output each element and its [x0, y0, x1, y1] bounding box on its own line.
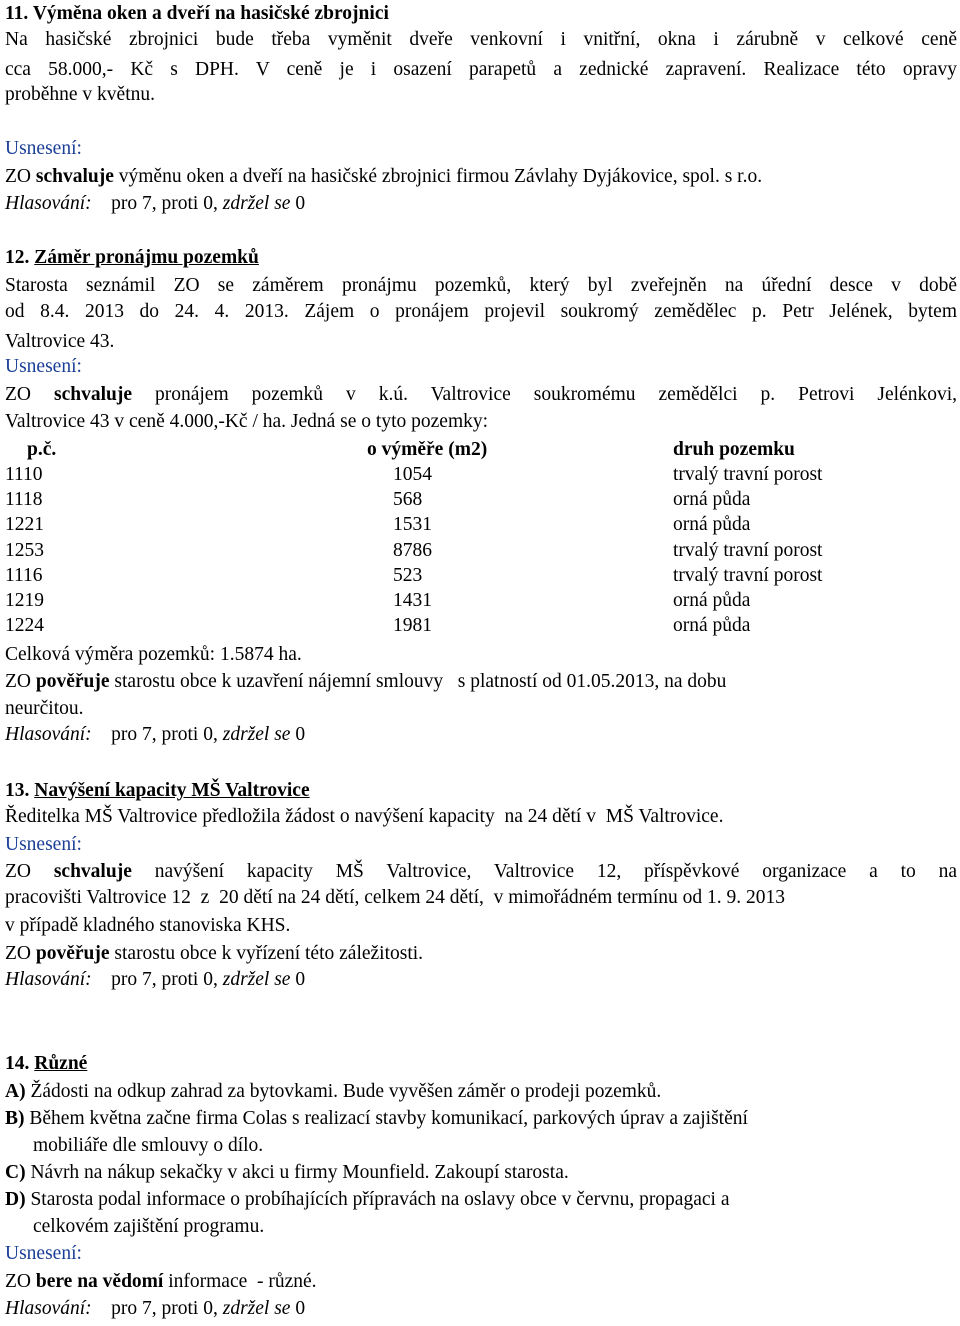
section-11-text-line-1: Na hasičské zbrojnici bude třeba vyměnit dveře venkovní i vnitřní, okna i zárubně v celkové ceně [5, 29, 957, 50]
section-13-resolution-line-1 [5, 860, 957, 884]
cell-land-type: orná půda [673, 590, 751, 611]
section-14-number: 14. [5, 1053, 30, 1074]
section-11-resolution-text: výměnu oken a dveří na hasičské zbrojnici firmou Závlahy Dyjákovice, spol. s r.o. [118, 166, 763, 187]
schvaluje-verb: schvaluje [53, 861, 132, 882]
cell-parcel-number: 1118 [5, 489, 43, 511]
section-11-text-line-2: cca 58.000,- Kč s DPH. V ceně je i osazení parapetů a zednické zapravení. Realizace této opravy [5, 59, 957, 80]
item-c-label: C) [5, 1162, 26, 1183]
cell-land-type: orná půda [673, 615, 751, 637]
header-land-type: druh pozemku [673, 439, 795, 460]
section-12-title: Záměr pronájmu pozemků [34, 247, 259, 268]
section-11-usneseni-label: Usnesení: [5, 138, 82, 159]
cell-area: 1531 [393, 514, 432, 536]
item-a-label: A) [5, 1081, 26, 1102]
section-13-number: 13. [5, 780, 30, 801]
cell-land-type: trvalý travní porost [673, 539, 823, 561]
schvaluje-verb: schvaluje [35, 166, 114, 187]
cell-land-type: orná půda [673, 489, 751, 511]
section-13-voting [5, 968, 305, 992]
voting-for-against: pro 7, proti 0, [111, 724, 218, 745]
zo-label: ZO [5, 861, 31, 882]
item-b-label: B) [5, 1108, 25, 1129]
section-13-text: Ředitelka MŠ Valtrovice předložila žádost o navýšení kapacity na 24 dětí v MŠ Valtrovice. [5, 806, 724, 827]
section-11-heading [5, 2, 389, 26]
section-12-number: 12. [5, 247, 30, 268]
cell-land-type: trvalý travní porost [673, 564, 823, 586]
header-area: o výměře (m2) [367, 439, 488, 460]
cell-land-type: trvalý travní porost [673, 464, 823, 485]
section-11-title: 11. Výměna oken a dveří na hasičské zbrojnici [5, 3, 389, 24]
section-12-text-line-1: Starosta seznámil ZO se záměrem pronájmu pozemků, který byl zveřejněn na úřední desce v době [5, 275, 957, 296]
section-11-resolution [5, 165, 762, 189]
section-12-heading [5, 246, 259, 270]
section-12-mandate-line-2: neurčitou. [5, 698, 84, 719]
voting-for-against: pro 7, proti 0, [111, 193, 218, 214]
section-14-voting [5, 1297, 305, 1321]
section-13-usneseni-label: Usnesení: [5, 834, 82, 855]
voting-abstained-count: 0 [295, 193, 306, 214]
item-c [5, 1161, 569, 1185]
section-12-text-line-3: Valtrovice 43. [5, 331, 115, 352]
voting-label: Hlasování: [5, 193, 92, 214]
section-11-voting [5, 192, 305, 216]
section-12-usneseni-label: Usnesení: [5, 356, 82, 377]
zo-label: ZO [5, 671, 31, 692]
bere-na-vedomi-verb: bere na vědomí [35, 1271, 164, 1292]
section-13-heading [5, 779, 310, 803]
voting-label: Hlasování: [5, 969, 92, 990]
zo-label: ZO [5, 1271, 31, 1292]
cell-parcel-number: 1253 [5, 539, 44, 561]
schvaluje-verb: schvaluje [53, 384, 132, 405]
cell-land-type: orná půda [673, 514, 751, 536]
voting-abstained-count: 0 [295, 724, 306, 745]
section-12-voting [5, 723, 305, 747]
poveruje-verb: pověřuje [35, 671, 110, 692]
voting-abstained-label: zdržel se [222, 193, 291, 214]
section-13-mandate-text: starostu obce k vyřízení této záležitosti. [114, 943, 424, 964]
section-12-text-line-2: od 8.4. 2013 do 24. 4. 2013. Zájem o pronájem projevil soukromý zemědělec p. Petr Jelének, bytem [5, 301, 957, 322]
section-11-text-line-3: proběhne v květnu. [5, 84, 156, 105]
section-13-resolution-line-3: v případě kladného stanoviska KHS. [5, 915, 291, 936]
section-13-title: Navýšení kapacity MŠ Valtrovice [34, 780, 310, 801]
item-d [5, 1188, 729, 1212]
cell-area: 523 [393, 564, 423, 586]
voting-abstained-label: zdržel se [222, 1298, 291, 1319]
section-14-resolution [5, 1270, 317, 1294]
item-b [5, 1107, 748, 1131]
item-d-text-1: Starosta podal informace o probíhajících přípravách na oslavy obce v červnu, propagaci a [30, 1189, 730, 1210]
item-a [5, 1080, 661, 1104]
item-b-text-2: mobiliáře dle smlouvy o dílo. [33, 1135, 264, 1156]
voting-label: Hlasování: [5, 724, 92, 745]
section-12-total-area: Celková výměra pozemků: 1.5874 ha. [5, 644, 302, 665]
poveruje-verb: pověřuje [35, 943, 110, 964]
voting-abstained-count: 0 [295, 1298, 306, 1319]
voting-abstained-label: zdržel se [222, 969, 291, 990]
cell-area: 8786 [393, 539, 432, 561]
section-12-resolution-line-2: Valtrovice 43 v ceně 4.000,-Kč / ha. Jedná se o tyto pozemky: [5, 411, 489, 432]
section-12-mandate-line-1 [5, 670, 726, 694]
section-13-resolution-text-1: navýšení kapacity MŠ Valtrovice, Valtrovice 12, příspěvkové organizace a to na [154, 861, 958, 882]
cell-area: 1981 [393, 615, 432, 637]
voting-abstained-count: 0 [295, 969, 306, 990]
section-14-title: Různé [34, 1053, 88, 1074]
zo-label: ZO [5, 943, 31, 964]
section-14-resolution-text: informace - různé. [168, 1271, 317, 1292]
cell-parcel-number: 1110 [5, 464, 43, 485]
section-13-resolution-line-2: pracovišti Valtrovice 12 z 20 dětí na 24 dětí, celkem 24 dětí, v mimořádném termínu od 1. 9. 2013 [5, 887, 786, 908]
item-c-text: Návrh na nákup sekačky v akci u firmy Mounfield. Zakoupí starosta. [30, 1162, 569, 1183]
item-d-label: D) [5, 1189, 26, 1210]
cell-area: 1431 [393, 590, 432, 611]
cell-parcel-number: 1219 [5, 590, 44, 611]
header-parcel-number: p.č. [27, 439, 57, 460]
item-a-text: Žádosti na odkup zahrad za bytovkami. Bude vyvěšen záměr o prodeji pozemků. [30, 1081, 662, 1102]
section-12-resolution-line-1 [5, 383, 957, 407]
voting-abstained-label: zdržel se [222, 724, 291, 745]
cell-parcel-number: 1221 [5, 514, 44, 536]
voting-label: Hlasování: [5, 1298, 92, 1319]
voting-for-against: pro 7, proti 0, [111, 969, 218, 990]
section-13-mandate [5, 942, 423, 966]
cell-area: 1054 [393, 464, 432, 485]
zo-label: ZO [5, 384, 31, 405]
item-b-text-1: Během května začne firma Colas s realizací stavby komunikací, parkových úprav a zajištění [29, 1108, 748, 1129]
voting-for-against: pro 7, proti 0, [111, 1298, 218, 1319]
cell-parcel-number: 1116 [5, 564, 43, 586]
section-12-mandate-text: starostu obce k uzavření nájemní smlouvy s platností od 01.05.2013, na dobu [114, 671, 727, 692]
zo-label: ZO [5, 166, 31, 187]
item-d-text-2: celkovém zajištění programu. [33, 1216, 265, 1237]
section-14-heading [5, 1052, 87, 1076]
section-12-resolution-text-1: pronájem pozemků v k.ú. Valtrovice soukromému zemědělci p. Petrovi Jelénkovi, [154, 384, 958, 405]
cell-area: 568 [393, 489, 423, 511]
cell-parcel-number: 1224 [5, 615, 44, 637]
section-14-usneseni-label: Usnesení: [5, 1243, 82, 1264]
